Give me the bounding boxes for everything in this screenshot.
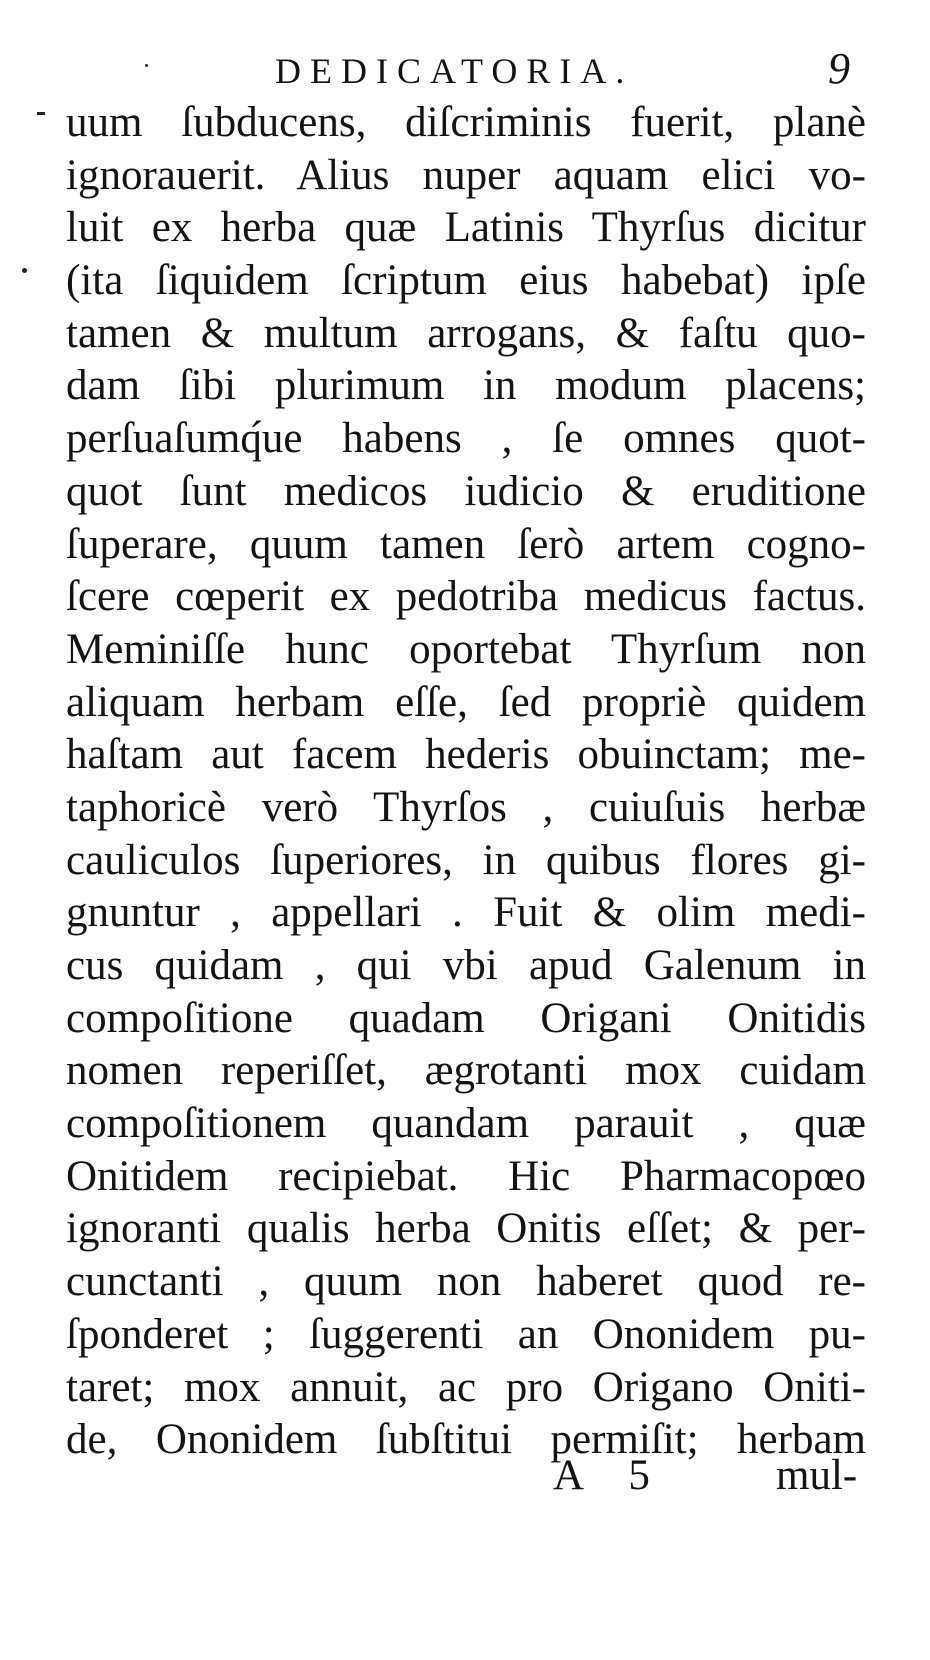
body-text	[66, 97, 866, 1467]
text-line: uum ſubducens, diſcriminis fuerit, planè	[66, 99, 866, 146]
text-line: ſcere cœperit ex pedotriba medicus factus.	[66, 573, 866, 621]
text-line: tamen & multum arrogans, & faſtu quo-	[66, 309, 866, 357]
text-line: nomen reperiſſet, ægrotanti mox cuidam	[66, 1047, 866, 1095]
text-line: taret; mox annuit, ac pro Origano Oniti-	[66, 1363, 866, 1411]
text-line: cauliculos ſuperiores, in quibus flores gi-	[66, 836, 866, 884]
text-line: perſuaſumq́ue habens , ſe omnes quot-	[66, 415, 866, 463]
text-line: ignoranti qualis herba Onitis eſſet; & per-	[66, 1205, 866, 1253]
text-line: ſponderet ; ſuggerenti an Ononidem pu-	[66, 1310, 866, 1358]
page-number: 9	[828, 44, 850, 93]
running-title: DEDICATORIA.	[275, 51, 634, 91]
printer-dot-mark	[22, 268, 27, 273]
text-line: haſtam aut facem hederis obuinctam; me-	[66, 731, 866, 779]
text-line: ſuperare, quum tamen ſerò artem cogno-	[66, 520, 866, 568]
catchword: mul-	[776, 1452, 858, 1499]
text-line: gnuntur , appellari . Fuit & olim medi-	[66, 889, 866, 937]
text-line: ignorauerit. Alius nuper aquam elici vo-	[66, 151, 866, 199]
text-line: quot ſunt medicos iudicio & eruditione	[66, 467, 866, 515]
text-line: dam ſibi plurimum in modum placens;	[66, 362, 866, 410]
text-line: cunctanti , quum non haberet quod re-	[66, 1258, 866, 1306]
signature-line	[0, 1448, 930, 1504]
text-line: aliquam herbam eſſe, ſed propriè quidem	[66, 678, 866, 726]
text-line: luit ex herba quæ Latinis Thyrſus dicitur	[66, 204, 866, 252]
text-line: compoſitione quadam Origani Onitidis	[66, 994, 866, 1042]
text-line: (ita ſiquidem ſcriptum eius habebat) ipſe	[66, 257, 866, 305]
signature-mark: A 5	[553, 1452, 668, 1499]
text-line: de, Ononidem ſubſtitui permiſit; herbam	[66, 1416, 866, 1464]
text-line: compoſitionem quandam parauit , quæ	[66, 1100, 866, 1148]
text-line: cus quidam , qui vbi apud Galenum in	[66, 942, 866, 989]
text-line: Meminiſſe hunc oportebat Thyrſum non	[66, 625, 866, 673]
text-line: taphoricè verò Thyrſos , cuiuſuis herbæ	[66, 783, 866, 831]
printer-dash-mark	[37, 112, 45, 115]
text-line: Onitidem recipiebat. Hic Pharmacopœo	[66, 1152, 866, 1200]
printer-dot-mark	[145, 64, 148, 67]
running-head	[0, 46, 930, 96]
